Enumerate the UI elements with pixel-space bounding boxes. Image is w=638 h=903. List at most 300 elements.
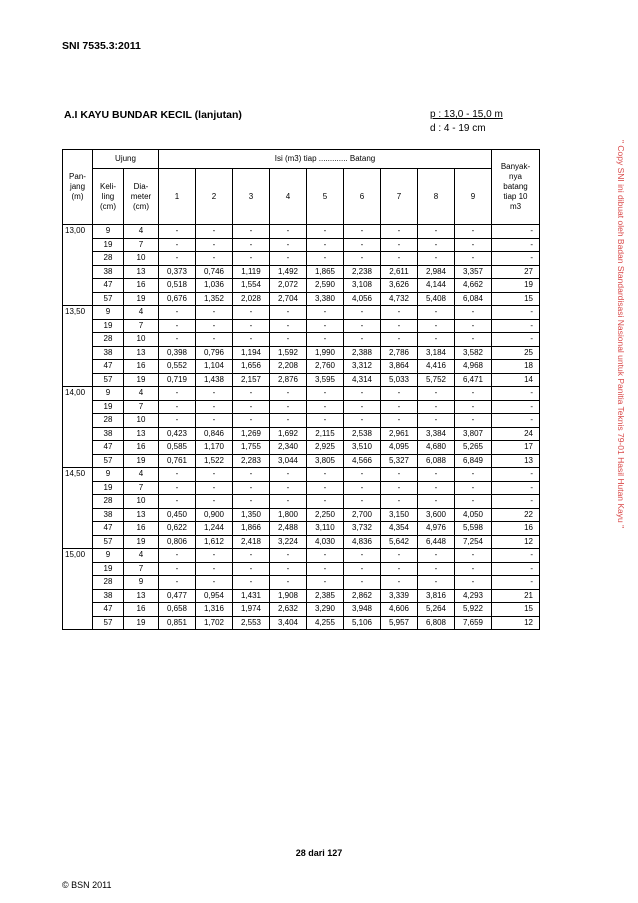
table-cell: 5,598 [455,522,492,536]
table-cell: - [307,495,344,509]
table-cell: - [381,549,418,563]
table-cell: 38 [93,427,124,441]
table-cell: 1,316 [196,603,233,617]
table-cell: 7 [124,238,159,252]
table-cell: 57 [93,616,124,630]
table-cell: - [455,414,492,428]
panjang-cell [63,522,93,536]
table-cell: - [492,576,540,590]
table-row [63,468,540,482]
table-cell: 3,948 [344,603,381,617]
table-cell: 19 [124,292,159,306]
table-cell: 19 [93,562,124,576]
diameter-spec: d : 4 - 19 cm [430,123,486,134]
table-cell: - [159,414,196,428]
table-cell: - [196,400,233,414]
table-cell: 0,851 [159,616,196,630]
table-cell: - [344,225,381,239]
panjang-cell [63,562,93,576]
table-cell: 1,554 [233,279,270,293]
table-cell: - [233,400,270,414]
table-cell: - [381,468,418,482]
table-cell: - [270,495,307,509]
copyright-watermark: " Copy SNI ini dibuat oleh Badan Standardisasi Nasional untuk Panitia Teknis 79-01 Hasil Hutan Kayu " [616,140,626,529]
table-cell: - [344,576,381,590]
table-cell: - [196,252,233,266]
table-cell: - [418,238,455,252]
table-cell: - [492,414,540,428]
table-cell: 28 [93,252,124,266]
table-cell: 2,340 [270,441,307,455]
table-cell: - [159,562,196,576]
table-cell: 12 [492,616,540,630]
table-cell: - [381,414,418,428]
table-cell: 4,968 [455,360,492,374]
table-cell: - [270,576,307,590]
table-cell: 15 [492,292,540,306]
table-cell: 7 [124,319,159,333]
table-cell: 4,416 [418,360,455,374]
table-cell: 5,106 [344,616,381,630]
table-cell: 19 [93,319,124,333]
table-cell: 21 [492,589,540,603]
table-cell: - [307,306,344,320]
table-cell: - [492,306,540,320]
table-row [63,414,540,428]
table-cell: 4 [124,549,159,563]
length-spec: p : 13,0 - 15,0 m [430,109,503,120]
table-cell: - [196,238,233,252]
table-cell: - [270,319,307,333]
table-cell: 19 [124,535,159,549]
table-cell: 2,488 [270,522,307,536]
header-isi-col: 1 [159,169,196,225]
table-cell: 4,680 [418,441,455,455]
table-cell: 3,150 [381,508,418,522]
table-cell: 2,700 [344,508,381,522]
table-cell: - [381,481,418,495]
table-cell: 0,746 [196,265,233,279]
table-cell: 1,656 [233,360,270,374]
table-cell: 27 [492,265,540,279]
table-cell: 24 [492,427,540,441]
table-cell: 3,626 [381,279,418,293]
table-cell: 15 [492,603,540,617]
panjang-cell [63,360,93,374]
table-cell: - [455,333,492,347]
table-cell: 2,786 [381,346,418,360]
table-cell: 2,925 [307,441,344,455]
table-cell: 1,866 [233,522,270,536]
table-cell: - [418,481,455,495]
table-cell: - [270,400,307,414]
table-cell: - [381,319,418,333]
table-cell: 19 [124,454,159,468]
table-cell: 5,264 [418,603,455,617]
table-cell: 3,595 [307,373,344,387]
table-cell: 1,755 [233,441,270,455]
table-cell: 0,477 [159,589,196,603]
table-cell: - [381,495,418,509]
table-cell: 13 [124,508,159,522]
table-cell: - [418,387,455,401]
panjang-cell [63,603,93,617]
table-cell: 4,606 [381,603,418,617]
table-cell: 0,398 [159,346,196,360]
table-cell: - [381,400,418,414]
table-cell: 0,676 [159,292,196,306]
table-cell: - [455,562,492,576]
table-cell: 2,862 [344,589,381,603]
table-cell: 9 [93,468,124,482]
table-cell: 1,269 [233,427,270,441]
table-cell: 2,072 [270,279,307,293]
table-cell: - [159,481,196,495]
table-cell: - [492,225,540,239]
table-cell: 0,900 [196,508,233,522]
table-row [63,522,540,536]
panjang-cell [63,265,93,279]
table-cell: - [159,333,196,347]
table-cell: - [159,306,196,320]
table-cell: - [492,400,540,414]
table-cell: - [307,387,344,401]
table-cell: - [381,387,418,401]
table-cell: 1,036 [196,279,233,293]
table-cell: - [196,306,233,320]
header-isi-col: 5 [307,169,344,225]
table-cell: 17 [492,441,540,455]
table-cell: - [307,562,344,576]
table-cell: 28 [93,414,124,428]
table-cell: 57 [93,535,124,549]
header-isi-col: 7 [381,169,418,225]
table-cell: 13 [124,427,159,441]
panjang-cell [63,346,93,360]
table-cell: - [196,225,233,239]
table-cell: 57 [93,373,124,387]
table-cell: 5,408 [418,292,455,306]
table-cell: 9 [93,225,124,239]
table-cell: 38 [93,589,124,603]
table-cell: 0,658 [159,603,196,617]
table-cell: 2,115 [307,427,344,441]
table-cell: - [344,549,381,563]
table-cell: 47 [93,360,124,374]
table-cell: 4,056 [344,292,381,306]
table-cell: 18 [492,360,540,374]
panjang-cell [63,414,93,428]
table-row [63,292,540,306]
panjang-cell: 15,00 [63,549,93,563]
table-cell: 1,908 [270,589,307,603]
table-cell: - [381,238,418,252]
table-cell: 57 [93,292,124,306]
table-cell: - [492,481,540,495]
table-cell: - [344,468,381,482]
table-cell: 1,244 [196,522,233,536]
table-cell: - [307,252,344,266]
panjang-cell: 14,00 [63,387,93,401]
table-cell: - [455,238,492,252]
table-cell: 1,492 [270,265,307,279]
table-cell: 3,290 [307,603,344,617]
panjang-cell [63,441,93,455]
table-cell: 2,876 [270,373,307,387]
table-cell: - [418,252,455,266]
table-cell: - [307,225,344,239]
table-cell: 47 [93,441,124,455]
table-cell: 7 [124,481,159,495]
table-cell: 3,384 [418,427,455,441]
table-cell: 3,807 [455,427,492,441]
table-cell: - [381,306,418,320]
table-cell: 38 [93,265,124,279]
table-cell: - [455,481,492,495]
table-cell: - [418,495,455,509]
panjang-cell [63,454,93,468]
table-cell: 2,385 [307,589,344,603]
table-cell: - [344,319,381,333]
table-cell: 0,719 [159,373,196,387]
table-row [63,508,540,522]
table-row [63,549,540,563]
table-cell: 7 [124,562,159,576]
table-cell: 13 [492,454,540,468]
table-cell: 16 [124,360,159,374]
table-cell: - [492,549,540,563]
panjang-cell [63,495,93,509]
panjang-cell: 13,50 [63,306,93,320]
panjang-cell [63,400,93,414]
panjang-cell [63,616,93,630]
header-isi-col: 4 [270,169,307,225]
table-cell: 4 [124,225,159,239]
table-row [63,400,540,414]
table-row [63,319,540,333]
table-row [63,333,540,347]
table-cell: - [159,495,196,509]
table-cell: 3,510 [344,441,381,455]
table-row [63,279,540,293]
table-cell: 4,566 [344,454,381,468]
table-cell: 28 [93,495,124,509]
table-cell: 0,585 [159,441,196,455]
table-cell: 1,865 [307,265,344,279]
table-cell: 3,816 [418,589,455,603]
table-cell: 9 [93,306,124,320]
table-row [63,346,540,360]
table-cell: 2,961 [381,427,418,441]
table-cell: 2,238 [344,265,381,279]
table-cell: 5,957 [381,616,418,630]
table-cell: 3,404 [270,616,307,630]
header-ujung: Ujung [93,150,159,169]
table-cell: 7,659 [455,616,492,630]
table-cell: - [233,252,270,266]
table-cell: 0,954 [196,589,233,603]
table-cell: 3,805 [307,454,344,468]
table-cell: - [270,238,307,252]
table-cell: 3,380 [307,292,344,306]
table-cell: - [159,549,196,563]
table-cell: - [307,481,344,495]
table-row [63,576,540,590]
table-cell: 0,450 [159,508,196,522]
table-cell: - [344,400,381,414]
table-cell: - [418,319,455,333]
table-cell: 0,761 [159,454,196,468]
table-cell: 1,800 [270,508,307,522]
table-cell: - [159,225,196,239]
table-cell: 10 [124,495,159,509]
table-cell: - [418,400,455,414]
table-cell: - [418,225,455,239]
table-cell: - [492,238,540,252]
panjang-cell [63,481,93,495]
table-cell: 3,110 [307,522,344,536]
table-cell: - [196,549,233,563]
table-cell: - [233,225,270,239]
panjang-cell [63,279,93,293]
table-cell: 6,808 [418,616,455,630]
table-cell: - [344,481,381,495]
table-cell: - [455,225,492,239]
table-cell: - [196,481,233,495]
table-cell: 2,632 [270,603,307,617]
table-cell: - [196,333,233,347]
table-cell: 57 [93,454,124,468]
table-cell: - [418,549,455,563]
table-row [63,265,540,279]
table-cell: 6,448 [418,535,455,549]
table-cell: 1,522 [196,454,233,468]
table-cell: 5,033 [381,373,418,387]
table-cell: - [233,414,270,428]
table-row [63,306,540,320]
table-cell: 2,418 [233,535,270,549]
header-banyaknya: Banyak- nya batang tiap 10 m3 [492,150,540,225]
header-isi-col: 8 [418,169,455,225]
table-cell: 1,170 [196,441,233,455]
table-cell: 1,438 [196,373,233,387]
table-cell: - [418,468,455,482]
table-cell: - [159,238,196,252]
panjang-cell [63,333,93,347]
table-cell: 16 [124,603,159,617]
table-row [63,225,540,239]
table-cell: - [233,333,270,347]
table-cell: - [381,252,418,266]
panjang-cell: 14,50 [63,468,93,482]
table-cell: 6,471 [455,373,492,387]
table-cell: - [492,252,540,266]
table-cell: - [233,481,270,495]
table-cell: - [307,238,344,252]
table-cell: 0,796 [196,346,233,360]
section-title: A.I KAYU BUNDAR KECIL (lanjutan) [64,109,242,121]
table-cell: - [381,562,418,576]
table-row [63,387,540,401]
table-cell: 4,662 [455,279,492,293]
table-cell: 4,293 [455,589,492,603]
table-cell: 6,084 [455,292,492,306]
table-cell: 3,357 [455,265,492,279]
table-cell: 47 [93,603,124,617]
table-cell: - [196,468,233,482]
table-cell: - [196,576,233,590]
dimension-spec [430,108,503,136]
table-cell: 3,582 [455,346,492,360]
table-cell: - [196,319,233,333]
table-cell: 5,265 [455,441,492,455]
table-cell: 4,354 [381,522,418,536]
table-cell: 3,108 [344,279,381,293]
table-cell: 2,553 [233,616,270,630]
table-cell: - [492,387,540,401]
table-row [63,360,540,374]
table-row [63,373,540,387]
table-cell: 9 [93,549,124,563]
table-cell: - [233,549,270,563]
table-cell: 4,030 [307,535,344,549]
panjang-cell [63,292,93,306]
table-cell: 2,984 [418,265,455,279]
table-row [63,441,540,455]
table-cell: 47 [93,279,124,293]
panjang-cell [63,238,93,252]
table-cell: 9 [124,576,159,590]
table-cell: 2,208 [270,360,307,374]
table-row [63,252,540,266]
table-cell: 25 [492,346,540,360]
table-cell: 0,806 [159,535,196,549]
table-cell: 0,846 [196,427,233,441]
table-cell: - [418,333,455,347]
table-cell: 2,388 [344,346,381,360]
table-cell: 10 [124,252,159,266]
table-cell: - [159,252,196,266]
table-cell: - [344,306,381,320]
table-cell: - [159,400,196,414]
table-cell: 7,254 [455,535,492,549]
table-cell: 0,552 [159,360,196,374]
table-cell: 1,612 [196,535,233,549]
table-cell: 3,864 [381,360,418,374]
table-cell: 3,312 [344,360,381,374]
table-cell: - [307,549,344,563]
table-cell: 28 [93,576,124,590]
table-cell: - [418,562,455,576]
table-row [63,616,540,630]
table-cell: - [233,319,270,333]
table-cell: - [233,306,270,320]
table-cell: 2,538 [344,427,381,441]
header-isi-col: 6 [344,169,381,225]
table-row [63,603,540,617]
table-cell: 5,327 [381,454,418,468]
table-cell: - [233,495,270,509]
table-cell: 0,423 [159,427,196,441]
table-cell: - [307,414,344,428]
table-cell: 2,760 [307,360,344,374]
table-cell: 2,611 [381,265,418,279]
table-cell: - [233,387,270,401]
table-cell: - [492,319,540,333]
panjang-cell [63,319,93,333]
table-cell: 4,050 [455,508,492,522]
table-cell: - [196,562,233,576]
